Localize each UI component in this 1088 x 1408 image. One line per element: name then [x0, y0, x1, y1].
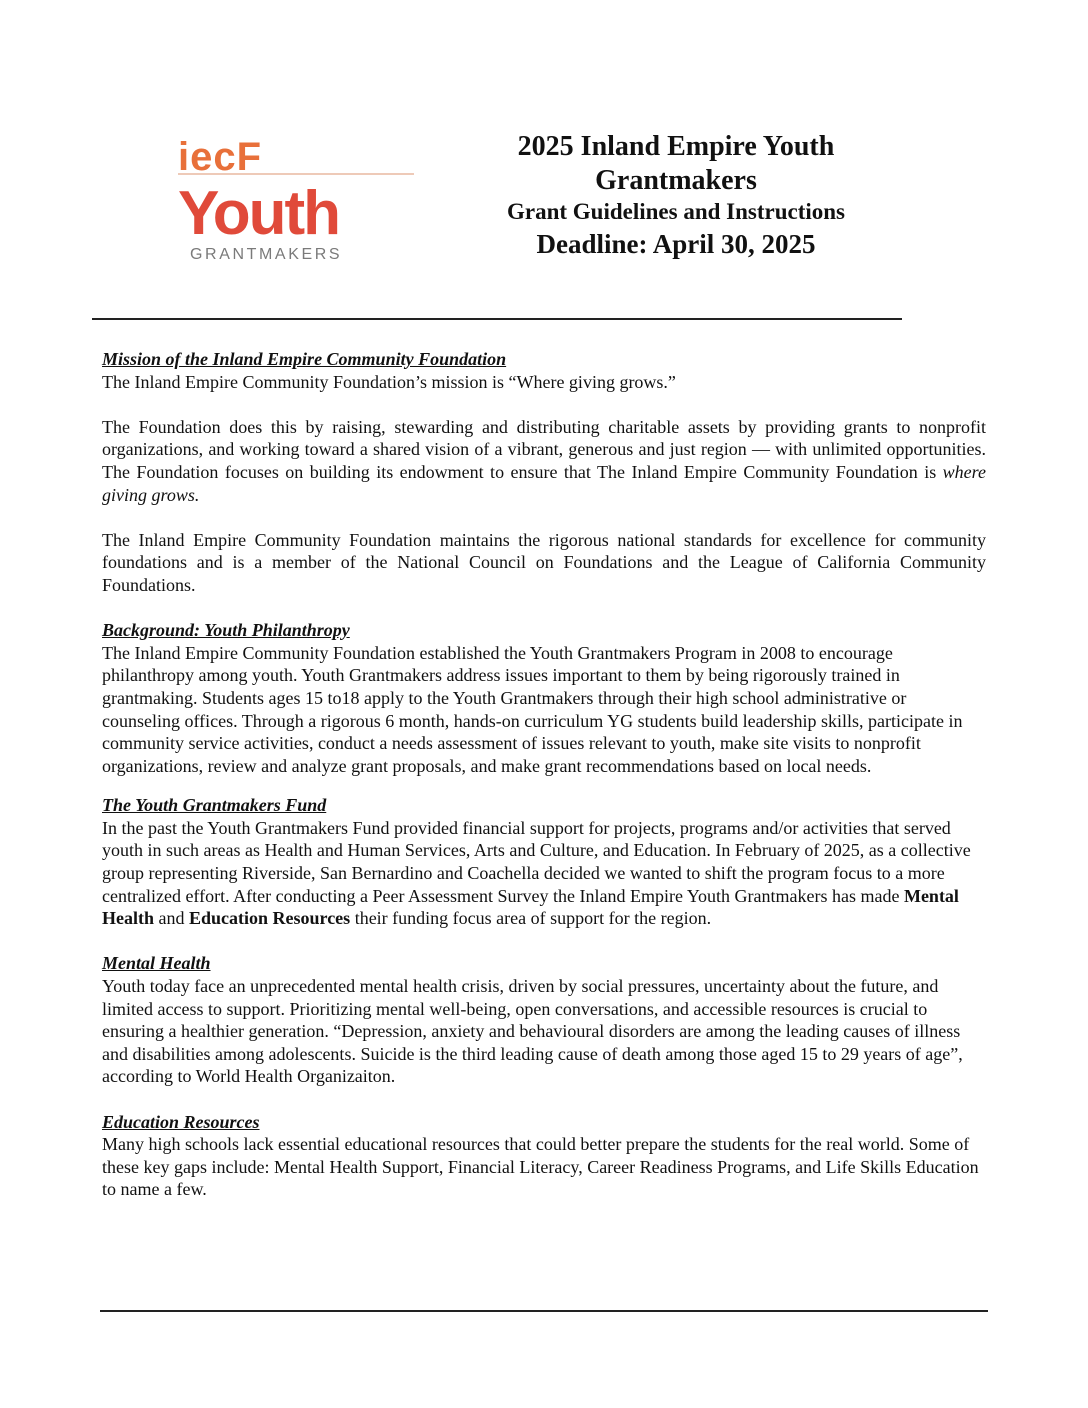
background-paragraph: The Inland Empire Community Foundation established the Youth Grantmakers Program in 2008 to encourage philanthropy among youth. Youth Grantmakers address issues important to them by being rigorously trained in grantmaking. Students ages 15 to18 apply to the Youth Grantmakers through their high school administrative or counseling offices. Through a rigorous 6 month, hands-on curriculum YG students build leadership skills, participate in community service activities, conduct a needs assessment of issues relevant to youth, make site visits to nonprofit organizations, review and analyze grant proposals, and make grant recommendations based on local needs.: [102, 642, 963, 776]
logo-iecf-text: iecF: [178, 135, 263, 179]
mental-health-heading: Mental Health: [102, 953, 211, 974]
page-title-line1: 2025 Inland Empire Youth: [517, 131, 835, 162]
mission-paragraph-3: The Inland Empire Community Foundation maintains the rigorous national standards for excellence for community foundations and is a member of the National Council on Foundations and the League of California Community Foundations.: [102, 529, 986, 595]
page-subtitle: Grant Guidelines and Instructions: [506, 199, 846, 224]
deadline: Deadline: April 30, 2025: [536, 229, 816, 259]
mission-paragraph-2: The Foundation does this by raising, stewarding and distributing charitable assets by providing grants to nonprofit organizations, and working toward a shared vision of a vibrant, generous and just region — with unlimited opportunities. The Foundation focuses on building its endowment to ensure that The Inland Empire Community Foundation is where giving grows.: [102, 416, 986, 505]
education-paragraph: Many high schools lack essential educational resources that could better prepare the students for the real world. Some of these key gaps include: Mental Health Support, Financial Literacy, Career Readiness Programs, and Life Skills Education to name a few.: [102, 1134, 979, 1200]
mission-paragraph-1: The Inland Empire Community Foundation’s mission is “Where giving grows.”: [102, 371, 676, 392]
header-divider: [92, 318, 902, 320]
iecf-youth-grantmakers-logo: [178, 132, 418, 267]
document-body: [102, 348, 986, 1201]
education-heading: Education Resources: [102, 1111, 260, 1132]
fund-heading: The Youth Grantmakers Fund: [102, 795, 327, 816]
document-header: [466, 130, 886, 262]
logo-youth-text: Youth: [178, 179, 340, 248]
footer-divider: [100, 1310, 988, 1312]
background-heading: Background: Youth Philanthropy: [102, 620, 350, 641]
logo-graphic: [178, 132, 418, 267]
mission-heading: Mission of the Inland Empire Community Foundation: [102, 349, 507, 369]
fund-paragraph: In the past the Youth Grantmakers Fund provided financial support for projects, programs and/or activities that served youth in such areas as Health and Human Services, Arts and Culture, and Education. In February of 2025, as a collective group representing Riverside, San Bernardino and Coachella decided we wanted to shift the program focus to a more centralized effort. After conducting a Peer Assessment Survey the Inland Empire Youth Grantmakers has made Mental Health and Education Resources their funding focus area of support for the region.: [102, 817, 971, 929]
logo-grantmakers-text: GRANTMAKERS: [190, 246, 343, 263]
mental-health-paragraph: Youth today face an unprecedented mental health crisis, driven by social pressures, uncertainty about the future, and limited access to support. Prioritizing mental well-being, open conversations, and accessible resources is crucial to ensuring a healthier generation. “Depression, anxiety and behavioural disorders are among the leading causes of illness and disabilities among adolescents. Suicide is the third leading cause of death among those aged 15 to 29 years of age”, according to World Health Organizaiton.: [102, 976, 963, 1087]
page-title-line2: Grantmakers: [595, 165, 757, 196]
